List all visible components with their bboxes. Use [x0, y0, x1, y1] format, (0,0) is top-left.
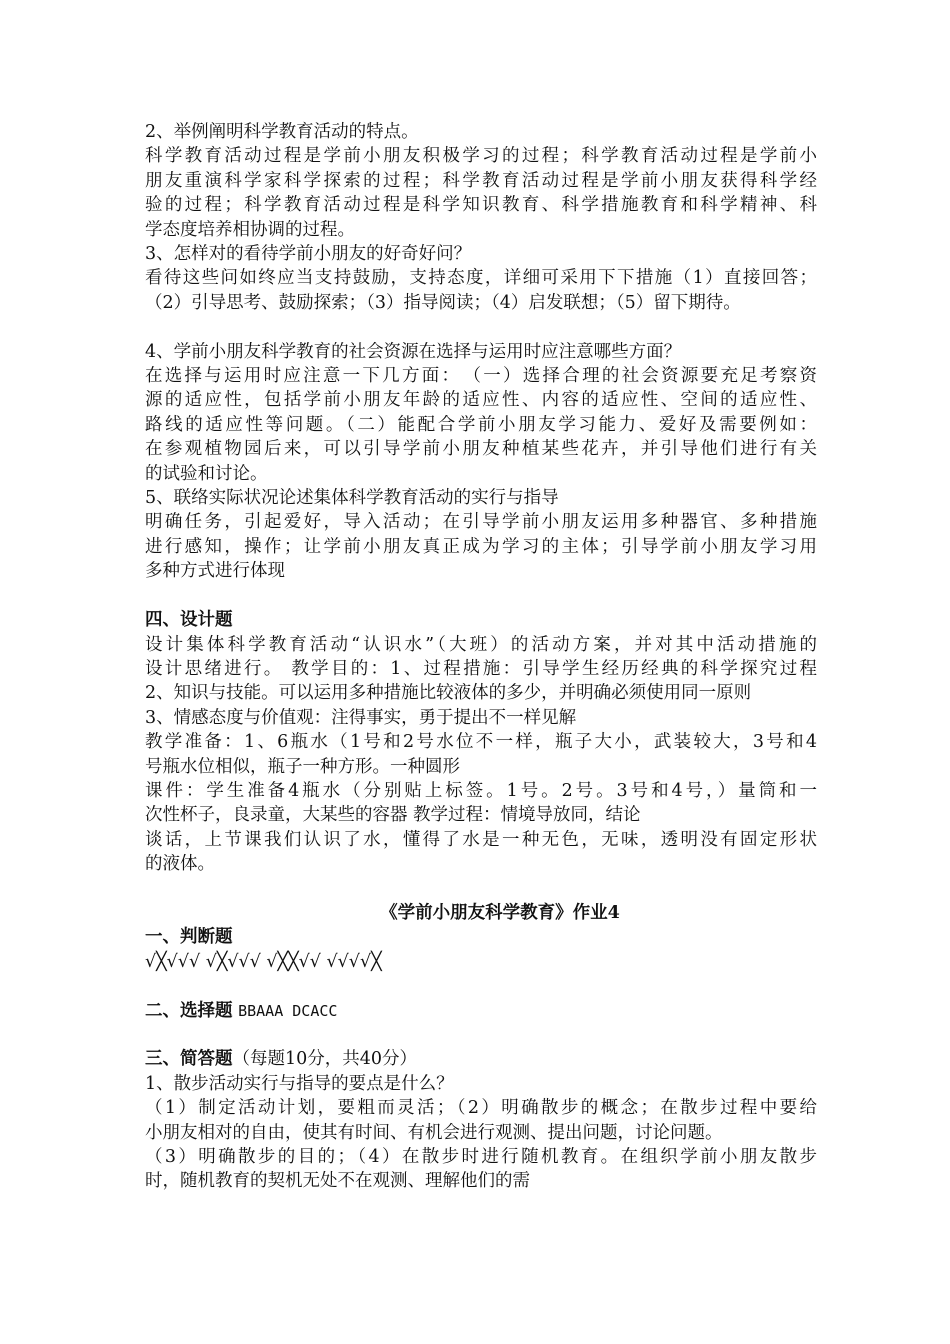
- answer-5-line-3: 多种方式进行体现: [145, 561, 285, 582]
- choice-answers: BBAAA DCACC: [238, 1001, 338, 1020]
- design-line-9: 谈话，上节课我们认识了水，懂得了水是一种无色，无味，透明没有固定形状: [145, 829, 817, 850]
- short-answer-1-line-3: （3）明确散步的目的；（4）在散步时进行随机教育。在组织学前小朋友散步: [145, 1146, 817, 1167]
- design-line-4: 3、情感态度与价值观：注得事实，勇于提出不一样见解: [145, 707, 577, 728]
- answer-3-line-2: （2）引导思考、鼓励探索；（3）指导阅读；（4）启发联想；（5）留下期待。: [145, 292, 741, 313]
- short-answer-1-line-1: （1）制定活动计划，要粗而灵活；（2）明确散步的概念；在散步过程中要给: [145, 1098, 817, 1119]
- design-line-1: 设计集体科学教育活动“认识水”（大班）的活动方案，并对其中活动措施的: [145, 634, 817, 655]
- answer-5-line-2: 进行感知，操作；让学前小朋友真正成为学习的主体；引导学前小朋友学习用: [145, 536, 817, 557]
- question-4: 4、学前小朋友科学教育的社会资源在选择与运用时应注意哪些方面？: [145, 341, 682, 362]
- answer-2-line-2: 朋友重演科学家科学探索的过程；科学教育活动过程是学前小朋友获得科学经: [145, 170, 817, 191]
- short-answer-heading: 三、简答题: [145, 1049, 233, 1070]
- question-5: 5、联络实际状况论述集体科学教育活动的实行与指导: [145, 488, 559, 509]
- homework-4-title: 《学前小朋友科学教育》作业4: [380, 902, 620, 923]
- answer-4-line-2: 源的适应性，包括学前小朋友年龄的适应性、内容的适应性、空间的适应性、: [145, 390, 817, 411]
- design-line-5: 教学准备：1、6瓶水（1号和2号水位不一样，瓶子大小，武装较大，3号和4: [145, 732, 817, 753]
- answer-2-line-1: 科学教育活动过程是学前小朋友积极学习的过程；科学教育活动过程是学前小: [145, 146, 817, 167]
- short-question-1: 1、散步活动实行与指导的要点是什么？: [145, 1073, 454, 1094]
- document-page: [145, 120, 817, 1194]
- answer-4-line-5: 的试验和讨论。: [145, 463, 268, 484]
- design-line-2: 设计思绪进行。 教学目的：1、过程措施：引导学生经历经典的科学探究过程: [145, 658, 817, 679]
- design-line-8: 次性杯子，良录童，大某些的容器 教学过程：情境导放同，结论: [145, 805, 641, 826]
- answer-5-line-1: 明确任务，引起爱好，导入活动；在引导学前小朋友运用多种器官、多种措施: [145, 512, 817, 533]
- answer-4-line-1: 在选择与运用时应注意一下几方面： （一）选择合理的社会资源要充足考察资: [145, 366, 817, 387]
- design-line-7: 课件：学生准备4瓶水（分别贴上标签。1号。2号。3号和4号，）量筒和一: [145, 780, 817, 801]
- question-2: 2、举例阐明科学教育活动的特点。: [145, 122, 419, 142]
- design-line-10: 的液体。: [145, 854, 215, 875]
- answer-3-line-1: 看待这些问如终应当支持鼓励，支持态度，详细可采用下下措施（1）直接回答；: [145, 268, 817, 289]
- answer-2-line-3: 验的过程；科学教育活动过程是科学知识教育、科学措施教育和科学精神、科: [145, 195, 817, 216]
- answer-4-line-4: 在参观植物园后来，可以引导学前小朋友种植某些花卉，并引导他们进行有关: [145, 439, 817, 460]
- answer-2-line-4: 学态度培养相协调的过程。: [145, 219, 355, 240]
- design-line-3: 2、知识与技能。可以运用多种措施比较液体的多少，并明确必须使用同一原则: [145, 683, 752, 704]
- question-3: 3、怎样对的看待学前小朋友的好奇好问？: [145, 244, 472, 265]
- design-heading: 四、设计题: [145, 610, 233, 631]
- judge-heading: 一、判断题: [145, 927, 233, 948]
- judge-answers: √╳√√√ √╳√√√ √╳╳√√ √√√√╳: [145, 951, 382, 972]
- short-answer-1-line-4: 时，随机教育的契机无处不在观测、理解他们的需: [145, 1171, 530, 1192]
- short-answer-note: （每题10分，共40分）: [232, 1049, 418, 1070]
- choice-heading: 二、选择题: [145, 1000, 233, 1021]
- design-line-6: 号瓶水位相似，瓶子一种方形。一种圆形: [145, 756, 460, 777]
- short-answer-1-line-2: 小朋友相对的自由，使其有时间、有机会进行观测、提出问题，讨论问题。: [145, 1122, 723, 1143]
- answer-4-line-3: 路线的适应性等问题。（二）能配合学前小朋友学习能力、爱好及需要例如：: [145, 414, 817, 435]
